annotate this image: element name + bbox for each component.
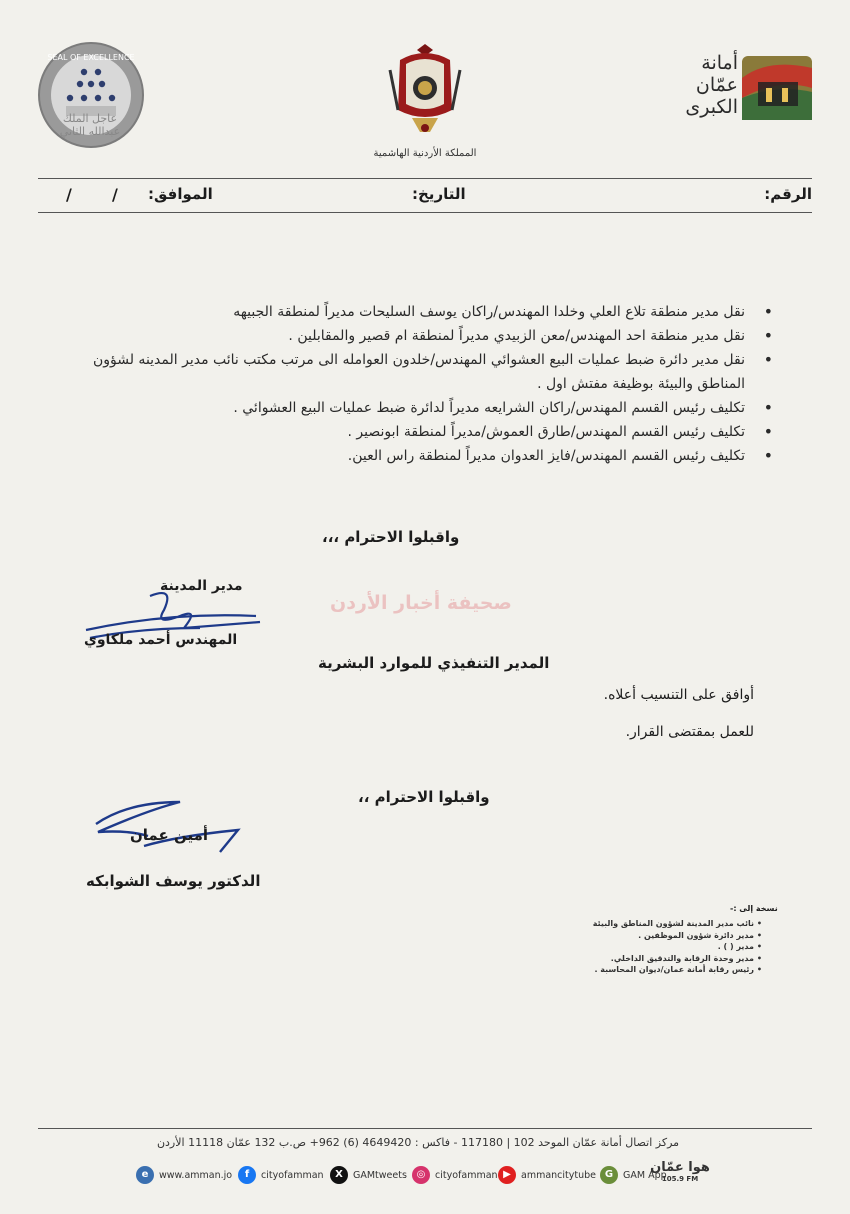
hr-director-title: المدير التنفيذي للموارد البشرية [318, 654, 550, 672]
youtube-icon: ▶ [498, 1166, 516, 1184]
list-item: • مدير ( ) . [554, 941, 754, 953]
gam-name [672, 52, 738, 118]
copies-list [554, 918, 754, 976]
hijri-date-label: الموافق: [148, 185, 213, 203]
gam-name-line-3: الكبرى [685, 96, 738, 118]
signatory-1-name: المهندس أحمد ملكاوي [84, 632, 238, 648]
list-item: • مدير دائرة شؤون الموظفين . [554, 930, 754, 942]
facebook-icon: f [238, 1166, 256, 1184]
app-icon: G [600, 1166, 618, 1184]
signatory-1-title: مدير المدينة [160, 578, 243, 594]
divider-top [38, 178, 812, 179]
copies-label: نسخة إلى :- [730, 904, 778, 913]
footer-contact: مركز اتصال أمانة عمّان الموحد 102 | 117180 - فاكس : 4649420 (6) 962+ ص.ب 132 عمّان 11118 الأردن [156, 1136, 680, 1149]
radio-name: هوا عمّان [650, 1160, 710, 1175]
social-label: ammancitytube [521, 1169, 597, 1181]
social-website[interactable] [136, 1164, 232, 1186]
social-label: GAMtweets [353, 1169, 407, 1181]
social-facebook[interactable] [238, 1164, 324, 1186]
date-slash: / [112, 185, 118, 204]
social-label: cityofamman [435, 1169, 498, 1181]
list-item: • تكليف رئيس القسم المهندس/فايز العدوان مديراً لمنطقة راس العين. [65, 444, 745, 468]
royal-crest-icon [382, 40, 468, 140]
radio-hawa-amman [640, 1160, 720, 1183]
social-instagram[interactable] [412, 1164, 498, 1186]
list-item: • نقل مدير منطقة احد المهندس/معن الزبيدي مديراً لمنطقة ام قصير والمقابلين . [65, 324, 745, 348]
approval-text: أوافق على التنسيب أعلاه. [603, 687, 754, 703]
footer-divider [38, 1128, 812, 1129]
globe-icon: e [136, 1166, 154, 1184]
decision-list [65, 300, 745, 468]
signatory-2-title: أمين عمان [130, 826, 209, 844]
x-icon: X [330, 1166, 348, 1184]
radio-frequency: 105.9 FM [661, 1175, 699, 1183]
list-item: • تكليف رئيس القسم المهندس/طارق العموش/مديراً لمنطقة ابونصير . [65, 420, 745, 444]
social-x[interactable] [330, 1164, 407, 1186]
seal-text: عاجل الملك عبدالله الثاني [59, 112, 121, 138]
gam-name-line-1: أمانة [701, 52, 738, 74]
signatory-2-name: الدكتور يوسف الشوابكه [86, 872, 261, 890]
list-item: • رئيس رقابة أمانة عمان/ديوان المحاسبة . [554, 964, 754, 976]
social-youtube[interactable] [498, 1164, 596, 1186]
date-slash: / [66, 185, 72, 204]
kingdom-title: المملكة الأردنية الهاشمية [373, 148, 477, 159]
hijri-date-slashes [66, 185, 158, 204]
closing-greeting-1: واقبلوا الاحترام ،،، [322, 528, 460, 546]
gam-logo-icon [738, 48, 816, 126]
social-label: cityofamman [261, 1169, 324, 1181]
list-item: • نقل مدير دائرة ضبط عمليات البيع العشوائي المهندس/خلدون العوامله الى مرتب مكتب نائب مدير المدينه لشؤون المناطق والبيئة بوظيفة مفتش اول . [65, 348, 745, 396]
newspaper-watermark: صحيفة أخبار الأردن [330, 592, 512, 614]
closing-greeting-2: واقبلوا الاحترام ،، [358, 788, 490, 806]
date-label: التاريخ: [412, 185, 466, 203]
list-item: • نائب مدير المدينة لشؤون المناطق والبيئة [554, 918, 754, 930]
svg-text:SEAL OF EXCELLENCE: SEAL OF EXCELLENCE [47, 53, 135, 62]
list-item: • نقل مدير منطقة تلاع العلي وخلدا المهندس/راكان يوسف السليحات مديراً لمنطقة الجبيهه [65, 300, 745, 324]
action-text: للعمل بمقتضى القرار. [625, 724, 754, 740]
social-label: GAM App [623, 1169, 667, 1181]
gam-name-line-2: عمّان [695, 74, 738, 96]
instagram-icon: ◎ [412, 1166, 430, 1184]
list-item: • مدير وحدة الرقابة والتدقيق الداخلي. [554, 953, 754, 965]
divider-bottom [38, 212, 812, 213]
social-label: www.amman.jo [159, 1169, 233, 1181]
ref-number-label: الرقم: [764, 185, 812, 203]
list-item: • تكليف رئيس القسم المهندس/راكان الشرايعه مديراً لدائرة ضبط عمليات البيع العشوائي . [65, 396, 745, 420]
